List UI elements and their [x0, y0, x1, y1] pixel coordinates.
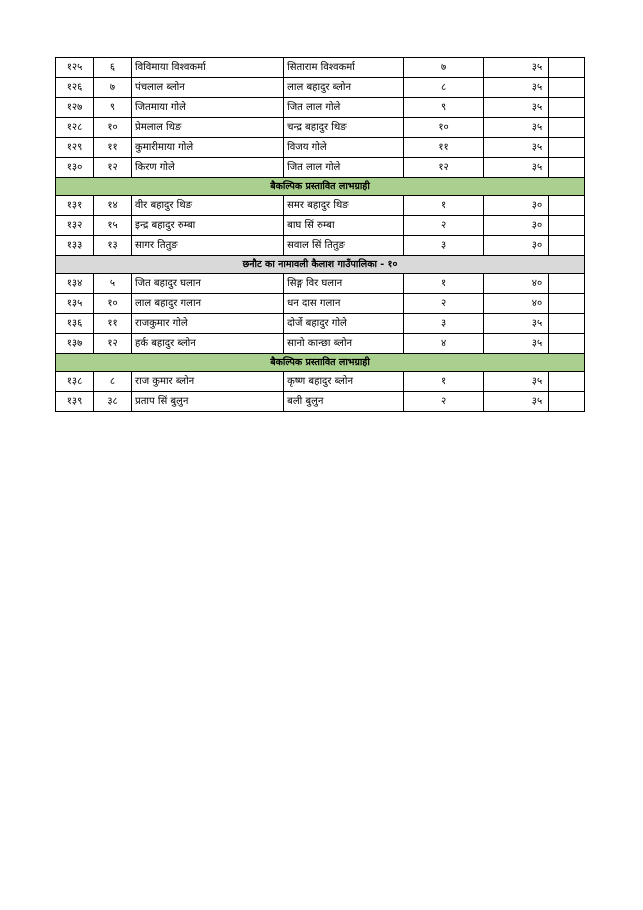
ward-number-cell: १० [94, 294, 132, 314]
remark-cell [549, 78, 585, 98]
father-name-cell: बाघ सिं रुम्बा [284, 216, 404, 236]
family-count-cell: ३ [403, 236, 484, 256]
remark-cell [549, 118, 585, 138]
serial-number-cell: १३२ [56, 216, 94, 236]
father-name-cell: धन दास गलान [284, 294, 404, 314]
amount-cell: ३० [484, 216, 549, 236]
remark-cell [549, 314, 585, 334]
father-name-cell: सानो कान्छा ब्लोन [284, 334, 404, 354]
table-row [56, 372, 585, 392]
father-name-cell: दोर्जे बहादुर गोले [284, 314, 404, 334]
serial-number-cell: १२९ [56, 138, 94, 158]
amount-cell: ३५ [484, 58, 549, 78]
father-name-cell: लाल बहादुर ब्लोन [284, 78, 404, 98]
table-row [56, 314, 585, 334]
ward-number-cell: १४ [94, 196, 132, 216]
section-header-row [56, 178, 585, 196]
family-count-cell: ७ [403, 58, 484, 78]
document-page [55, 57, 585, 412]
amount-cell: ३० [484, 196, 549, 216]
beneficiary-name-cell: किरण गोले [132, 158, 284, 178]
table-row [56, 118, 585, 138]
table-row [56, 138, 585, 158]
serial-number-cell: १२८ [56, 118, 94, 138]
family-count-cell: ११ [403, 138, 484, 158]
remark-cell [549, 236, 585, 256]
ward-number-cell: १२ [94, 334, 132, 354]
family-count-cell: ८ [403, 78, 484, 98]
section-header: छनौट का नामावली कैलाश गाउँपालिका - १० [56, 256, 585, 274]
family-count-cell: २ [403, 392, 484, 412]
section-header: बैकल्पिक प्रस्तावित लाभग्राही [56, 178, 585, 196]
beneficiary-name-cell: हर्क बहादुर ब्लोन [132, 334, 284, 354]
serial-number-cell: १३४ [56, 274, 94, 294]
table-row [56, 334, 585, 354]
father-name-cell: विजय गोले [284, 138, 404, 158]
family-count-cell: ३ [403, 314, 484, 334]
father-name-cell: बली बुलुन [284, 392, 404, 412]
ward-number-cell: १५ [94, 216, 132, 236]
beneficiary-name-cell: प्रताप सिं बुलुन [132, 392, 284, 412]
serial-number-cell: १३७ [56, 334, 94, 354]
ward-number-cell: ११ [94, 138, 132, 158]
ward-number-cell: ६ [94, 58, 132, 78]
beneficiary-name-cell: जित बहादुर घलान [132, 274, 284, 294]
beneficiary-name-cell: इन्द्र बहादुर रुम्बा [132, 216, 284, 236]
table-row [56, 274, 585, 294]
serial-number-cell: १३० [56, 158, 94, 178]
beneficiary-name-cell: विविमाया विश्वकर्मा [132, 58, 284, 78]
beneficiary-name-cell: लाल बहादुर गलान [132, 294, 284, 314]
amount-cell: ३५ [484, 392, 549, 412]
beneficiary-name-cell: राजकुमार गोले [132, 314, 284, 334]
amount-cell: ३० [484, 236, 549, 256]
family-count-cell: १२ [403, 158, 484, 178]
father-name-cell: सवाल सिं तितुङ [284, 236, 404, 256]
family-count-cell: ४ [403, 334, 484, 354]
beneficiary-name-cell: पंचलाल ब्लोन [132, 78, 284, 98]
remark-cell [549, 138, 585, 158]
serial-number-cell: १२५ [56, 58, 94, 78]
father-name-cell: जित लाल गोले [284, 98, 404, 118]
father-name-cell: सिताराम विश्वकर्मा [284, 58, 404, 78]
beneficiary-name-cell: जितमाया गोले [132, 98, 284, 118]
table-row [56, 294, 585, 314]
beneficiary-name-cell: प्रेमलाल थिङ [132, 118, 284, 138]
ward-number-cell: १२ [94, 158, 132, 178]
remark-cell [549, 98, 585, 118]
remark-cell [549, 158, 585, 178]
beneficiary-name-cell: कुमारीमाया गोले [132, 138, 284, 158]
remark-cell [549, 196, 585, 216]
remark-cell [549, 58, 585, 78]
father-name-cell: चन्द्र बहादुर थिङ [284, 118, 404, 138]
remark-cell [549, 372, 585, 392]
table-row [56, 98, 585, 118]
table-row [56, 392, 585, 412]
amount-cell: ४० [484, 274, 549, 294]
serial-number-cell: १३८ [56, 372, 94, 392]
beneficiary-name-cell: राज कुमार ब्लोन [132, 372, 284, 392]
table-row [56, 78, 585, 98]
father-name-cell: कृष्ण बहादुर ब्लोन [284, 372, 404, 392]
amount-cell: ३५ [484, 118, 549, 138]
amount-cell: ३५ [484, 138, 549, 158]
table-row [56, 216, 585, 236]
table-row [56, 236, 585, 256]
serial-number-cell: १३५ [56, 294, 94, 314]
table-row [56, 196, 585, 216]
ward-number-cell: ११ [94, 314, 132, 334]
amount-cell: ३५ [484, 98, 549, 118]
serial-number-cell: १३९ [56, 392, 94, 412]
family-count-cell: १ [403, 372, 484, 392]
serial-number-cell: १३६ [56, 314, 94, 334]
ward-number-cell: ९ [94, 98, 132, 118]
ward-number-cell: १० [94, 118, 132, 138]
remark-cell [549, 334, 585, 354]
beneficiary-table [55, 57, 585, 412]
ward-number-cell: ३८ [94, 392, 132, 412]
ward-number-cell: ५ [94, 274, 132, 294]
beneficiary-name-cell: सागर तितुङ [132, 236, 284, 256]
table-body [56, 58, 585, 412]
ward-number-cell: ८ [94, 372, 132, 392]
father-name-cell: सिङ्ग विर घलान [284, 274, 404, 294]
father-name-cell: समर बहादुर थिङ [284, 196, 404, 216]
family-count-cell: २ [403, 216, 484, 236]
remark-cell [549, 274, 585, 294]
ward-number-cell: १३ [94, 236, 132, 256]
serial-number-cell: १३१ [56, 196, 94, 216]
family-count-cell: १ [403, 196, 484, 216]
amount-cell: ३५ [484, 314, 549, 334]
table-row [56, 58, 585, 78]
remark-cell [549, 294, 585, 314]
remark-cell [549, 216, 585, 236]
family-count-cell: १० [403, 118, 484, 138]
remark-cell [549, 392, 585, 412]
family-count-cell: ९ [403, 98, 484, 118]
serial-number-cell: १२७ [56, 98, 94, 118]
serial-number-cell: १२६ [56, 78, 94, 98]
section-header-row [56, 256, 585, 274]
amount-cell: ४० [484, 294, 549, 314]
amount-cell: ३५ [484, 334, 549, 354]
ward-number-cell: ७ [94, 78, 132, 98]
father-name-cell: जित लाल गोले [284, 158, 404, 178]
amount-cell: ३५ [484, 372, 549, 392]
family-count-cell: २ [403, 294, 484, 314]
section-header: बैकल्पिक प्रस्तावित लाभग्राही [56, 354, 585, 372]
family-count-cell: १ [403, 274, 484, 294]
amount-cell: ३५ [484, 158, 549, 178]
serial-number-cell: १३३ [56, 236, 94, 256]
beneficiary-name-cell: वीर बहादुर थिङ [132, 196, 284, 216]
table-row [56, 158, 585, 178]
section-header-row [56, 354, 585, 372]
amount-cell: ३५ [484, 78, 549, 98]
